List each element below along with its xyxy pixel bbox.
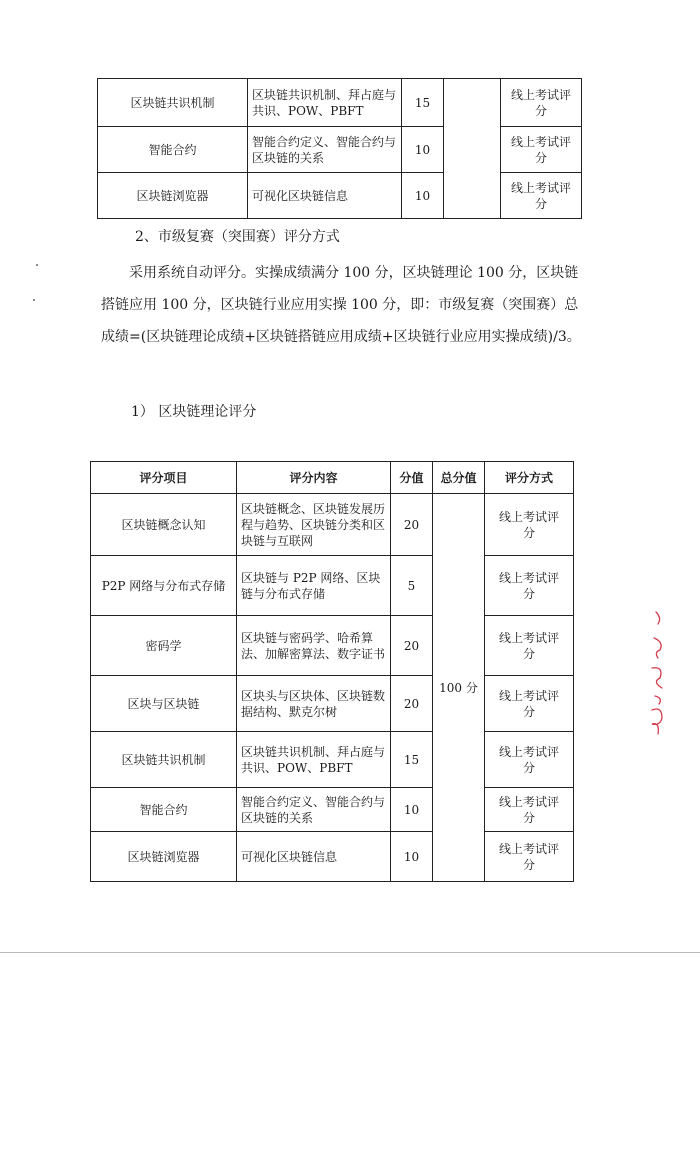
method-cell: 线上考试评分: [485, 616, 574, 676]
item-cell: 区块链概念认知: [91, 494, 237, 556]
body-paragraph: 采用系统自动评分。实操成绩满分 100 分，区块链理论 100 分，区块链搭链应用 100 分，区块链行业应用实操 100 分，即：市级复赛（突围赛）总成绩=(区块链理论成绩+区块链搭链应用成绩+区块链行业应用实操成绩)/3。: [101, 265, 581, 345]
method-cell: 线上考试评分: [501, 79, 582, 127]
table-header-row: [91, 462, 574, 494]
method-cell: 线上考试评分: [485, 676, 574, 732]
header-content: 评分内容: [237, 462, 391, 494]
score-cell: 20: [391, 494, 433, 556]
method-column-table: [500, 78, 582, 219]
table-row: [91, 556, 574, 616]
table-row: [98, 79, 530, 127]
content-cell: 可视化区块链信息: [248, 173, 402, 219]
total-cell: [444, 79, 501, 219]
section-heading: 2、市级复赛（突围赛）评分方式: [135, 229, 340, 245]
item-cell: 区块链浏览器: [91, 832, 237, 882]
method-cell: 线上考试评分: [501, 127, 582, 173]
method-cell: 线上考试评分: [485, 732, 574, 788]
header-method: 评分方式: [485, 462, 574, 494]
score-cell: 5: [391, 556, 433, 616]
scoring-table-continued: [97, 78, 530, 219]
content-cell: 区块链与 P2P 网络、区块链与分布式存储: [237, 556, 391, 616]
score-cell: 10: [402, 173, 444, 219]
item-cell: 区块链共识机制: [98, 79, 248, 127]
score-cell: 20: [391, 616, 433, 676]
sub-heading: 1） 区块链理论评分: [131, 404, 257, 420]
handwritten-signature-icon: [646, 608, 676, 738]
content-cell: 区块头与区块体、区块链数据结构、默克尔树: [237, 676, 391, 732]
item-cell: 区块链浏览器: [98, 173, 248, 219]
item-cell: 智能合约: [91, 788, 237, 832]
item-cell: 智能合约: [98, 127, 248, 173]
scan-speck: [36, 264, 38, 266]
total-cell: 100 分: [433, 494, 485, 882]
score-cell: 10: [391, 832, 433, 882]
score-cell: 15: [402, 79, 444, 127]
table-row: [91, 676, 574, 732]
score-cell: 10: [402, 127, 444, 173]
table-row: [91, 732, 574, 788]
scan-speck: [33, 299, 35, 301]
method-cell: 线上考试评分: [485, 494, 574, 556]
item-cell: 区块与区块链: [91, 676, 237, 732]
score-cell: 15: [391, 732, 433, 788]
content-cell: 区块链共识机制、拜占庭与共识、POW、PBFT: [237, 732, 391, 788]
score-cell: 20: [391, 676, 433, 732]
table-row: [91, 788, 574, 832]
item-cell: P2P 网络与分布式存储: [91, 556, 237, 616]
content-cell: 可视化区块链信息: [237, 832, 391, 882]
header-total: 总分值: [433, 462, 485, 494]
page-edge: [0, 952, 700, 953]
method-cell: 线上考试评分: [501, 173, 582, 219]
table-row: [91, 494, 574, 556]
item-cell: 密码学: [91, 616, 237, 676]
theory-scoring-table: [90, 461, 574, 882]
method-cell: 线上考试评分: [485, 788, 574, 832]
item-cell: 区块链共识机制: [91, 732, 237, 788]
header-item: 评分项目: [91, 462, 237, 494]
content-cell: 智能合约定义、智能合约与区块链的关系: [248, 127, 402, 173]
header-score: 分值: [391, 462, 433, 494]
content-cell: 区块链共识机制、拜占庭与共识、POW、PBFT: [248, 79, 402, 127]
content-cell: 智能合约定义、智能合约与区块链的关系: [237, 788, 391, 832]
content-cell: 区块链与密码学、哈希算法、加解密算法、数字证书: [237, 616, 391, 676]
table-row: [91, 832, 574, 882]
content-cell: 区块链概念、区块链发展历程与趋势、区块链分类和区块链与互联网: [237, 494, 391, 556]
method-cell: 线上考试评分: [485, 556, 574, 616]
score-cell: 10: [391, 788, 433, 832]
table-row: [91, 616, 574, 676]
method-cell: 线上考试评分: [485, 832, 574, 882]
